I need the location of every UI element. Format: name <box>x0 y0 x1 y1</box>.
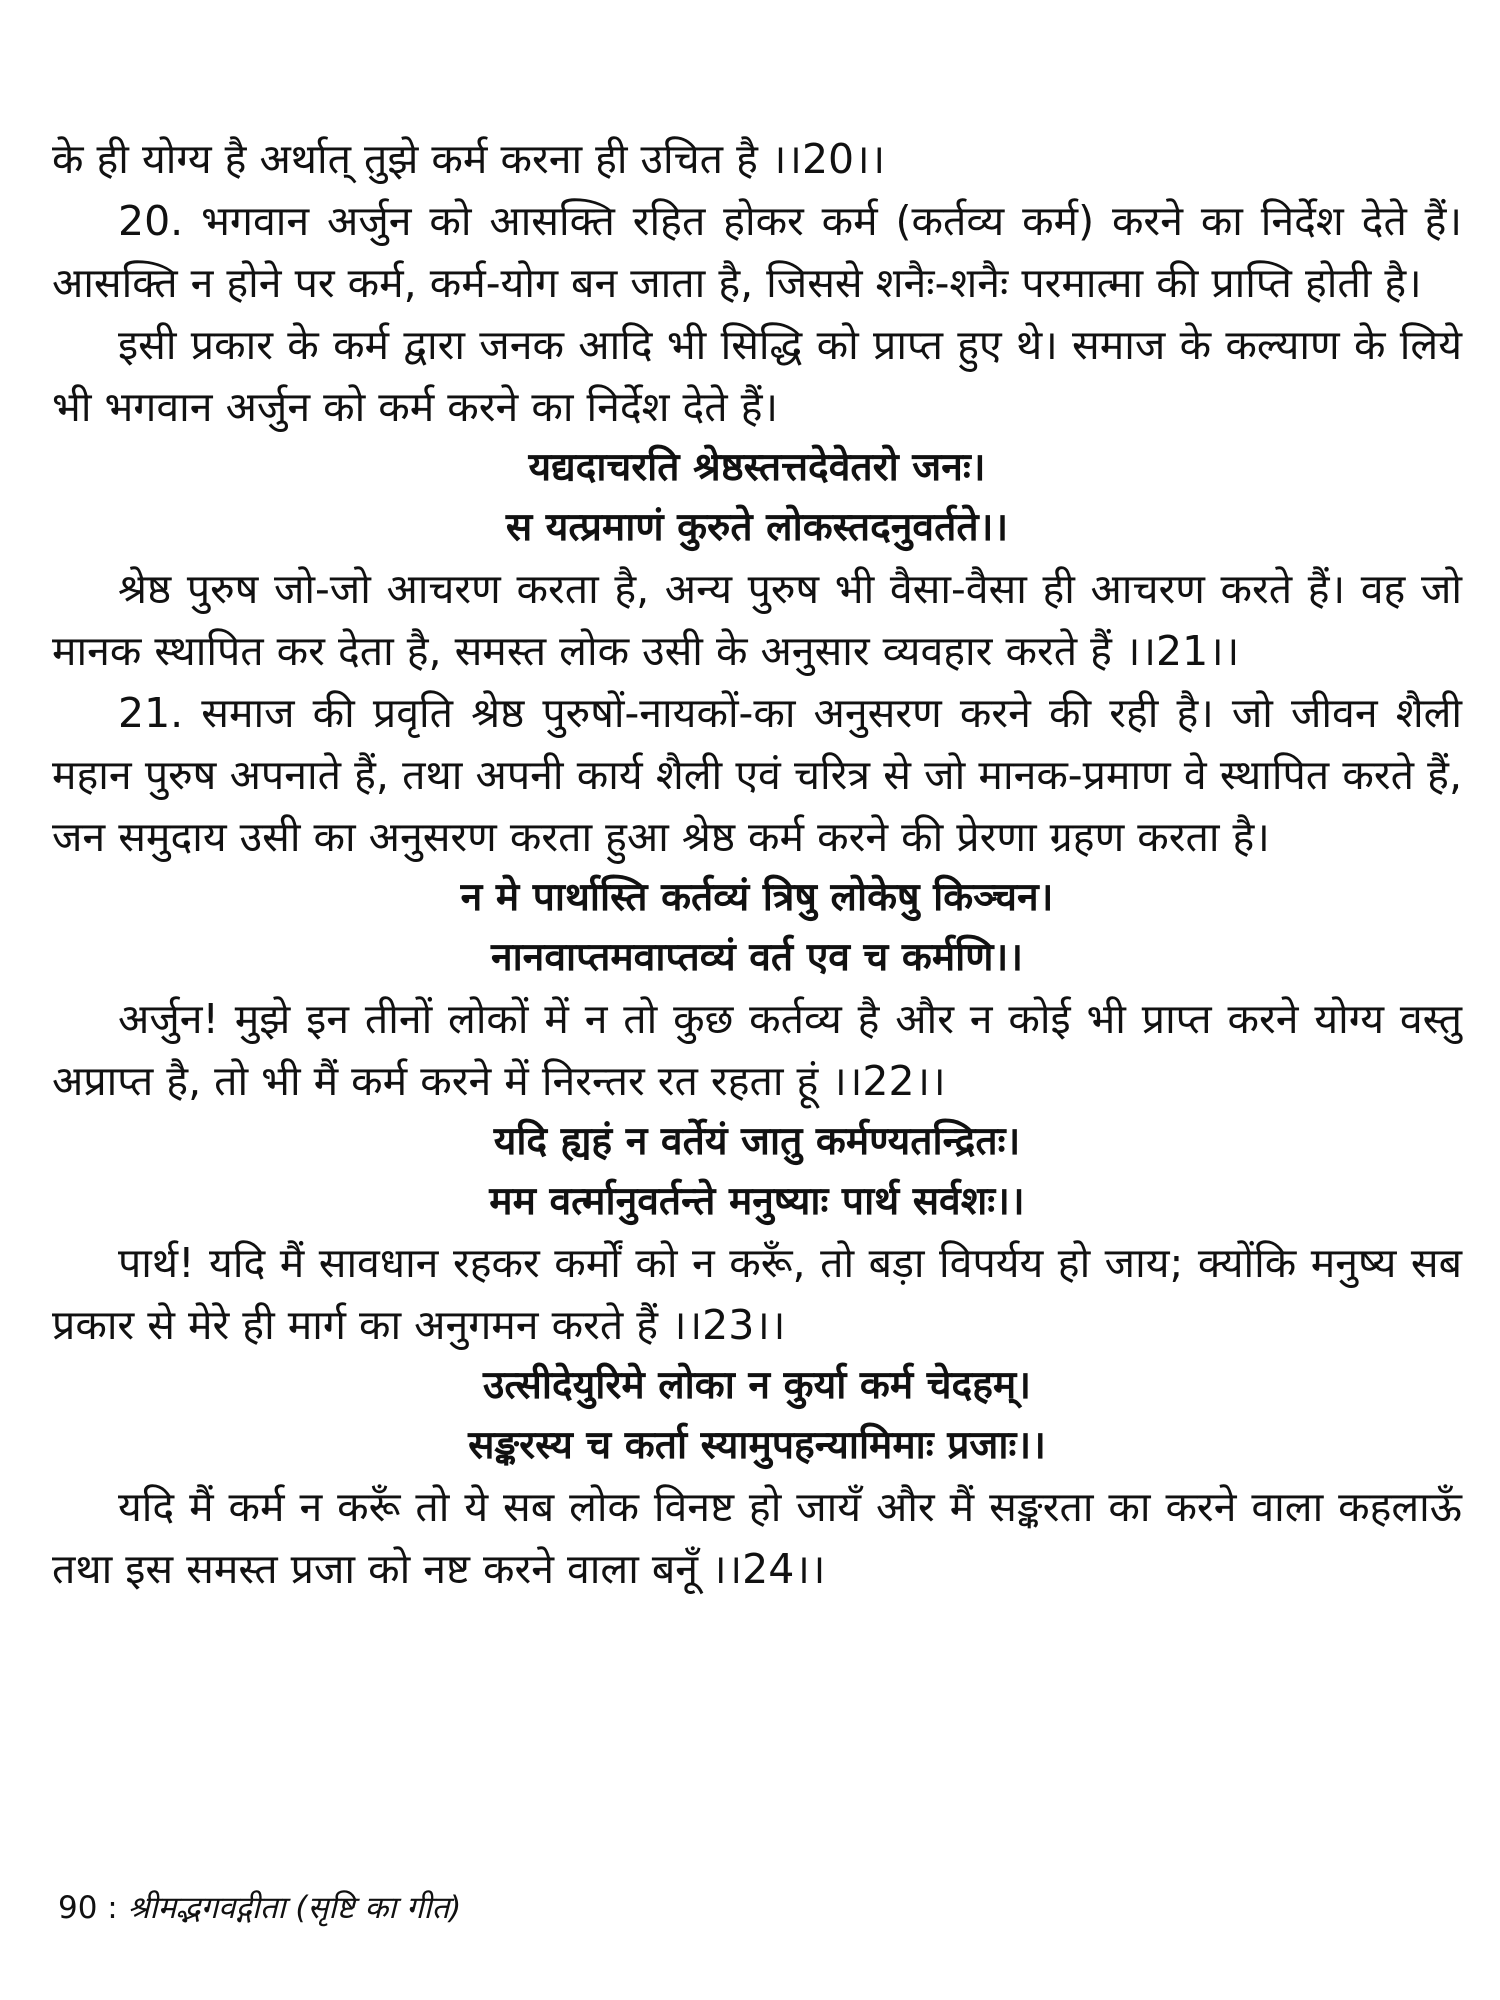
paragraph-verse-20-end: के ही योग्य है अर्थात् तुझे कर्म करना ही उचित है ।।20।। <box>52 135 886 183</box>
paragraph-translation-22: अर्जुन! मुझे इन तीनों लोकों में न तो कुछ कर्तव्य है और न कोई भी प्राप्त करने योग्य वस्तु अप्राप्त है, तो भी मैं कर्म करने में निरन्तर रत रहता हूं ।।22।। <box>52 995 1462 1105</box>
verse-22-line-2: नानवाप्तमवाप्तव्यं वर्त एव च कर्मणि।। <box>490 935 1024 980</box>
verse-21-line-2: स यत्प्रमाणं कुरुते लोकस्तदनुवर्तते।। <box>505 505 1009 550</box>
page-body <box>52 128 1462 1600</box>
verse-24-line-1: उत्सीदेयुरिमे लोका न कुर्या कर्म चेदहम्। <box>482 1363 1032 1408</box>
verse-22-line-1: न मे पार्थास्ति कर्तव्यं त्रिषु लोकेषु किञ्चन। <box>460 875 1054 920</box>
paragraph-translation-21: श्रेष्ठ पुरुष जो-जो आचरण करता है, अन्य पुरुष भी वैसा-वैसा ही आचरण करते हैं। वह जो मानक स्थापित कर देता है, समस्त लोक उसी के अनुसार व्यवहार करते हैं ।।21।। <box>52 565 1462 675</box>
page-number: 90 : <box>58 1890 118 1926</box>
paragraph-translation-24: यदि मैं कर्म न करूँ तो ये सब लोक विनष्ट हो जायँ और मैं सङ्करता का करने वाला कहलाऊँ तथा इस समस्त प्रजा को नष्ट करने वाला बनूँ ।।24।। <box>52 1483 1462 1593</box>
page-footer <box>58 1888 461 1928</box>
paragraph-commentary-21: 21. समाज की प्रवृति श्रेष्ठ पुरुषों-नायकों-का अनुसरण करने की रही है। जो जीवन शैली महान पुरुष अपनाते हैं, तथा अपनी कार्य शैली एवं चरित्र से जो मानक-प्रमाण वे स्थापित करते हैं, जन समुदाय उसी का अनुसरण करता हुआ श्रेष्ठ कर्म करने की प्रेरणा ग्रहण करता है। <box>52 689 1462 861</box>
verse-23-line-2: मम वर्त्मानुवर्तन्ते मनुष्याः पार्थ सर्वशः।। <box>489 1179 1025 1224</box>
paragraph-translation-23: पार्थ! यदि मैं सावधान रहकर कर्मों को न करूँ, तो बड़ा विपर्यय हो जाय; क्योंकि मनुष्य सब प्रकार से मेरे ही मार्ग का अनुगमन करते हैं ।।23।। <box>52 1239 1462 1349</box>
verse-23-line-1: यदि ह्यहं न वर्तेयं जातु कर्मण्यतन्द्रितः। <box>493 1119 1021 1164</box>
verse-21-line-1: यद्यदाचरति श्रेष्ठस्तत्तदेवेतरो जनः। <box>528 445 986 490</box>
verse-24-line-2: सङ्करस्य च कर्ता स्यामुपहन्यामिमाः प्रजाः।। <box>468 1423 1046 1468</box>
book-title: श्रीमद्भगवद्गीता (सृष्टि का गीत) <box>127 1890 462 1926</box>
paragraph-commentary-20-cont: इसी प्रकार के कर्म द्वारा जनक आदि भी सिद्धि को प्राप्त हुए थे। समाज के कल्याण के लिये भी भगवान अर्जुन को कर्म करने का निर्देश देते हैं। <box>52 321 1462 431</box>
paragraph-commentary-20: 20. भगवान अर्जुन को आसक्ति रहित होकर कर्म (कर्तव्य कर्म) करने का निर्देश देते हैं। आसक्ति न होने पर कर्म, कर्म-योग बन जाता है, जिससे शनैः-शनैः परमात्मा की प्राप्ति होती है। <box>52 197 1462 307</box>
